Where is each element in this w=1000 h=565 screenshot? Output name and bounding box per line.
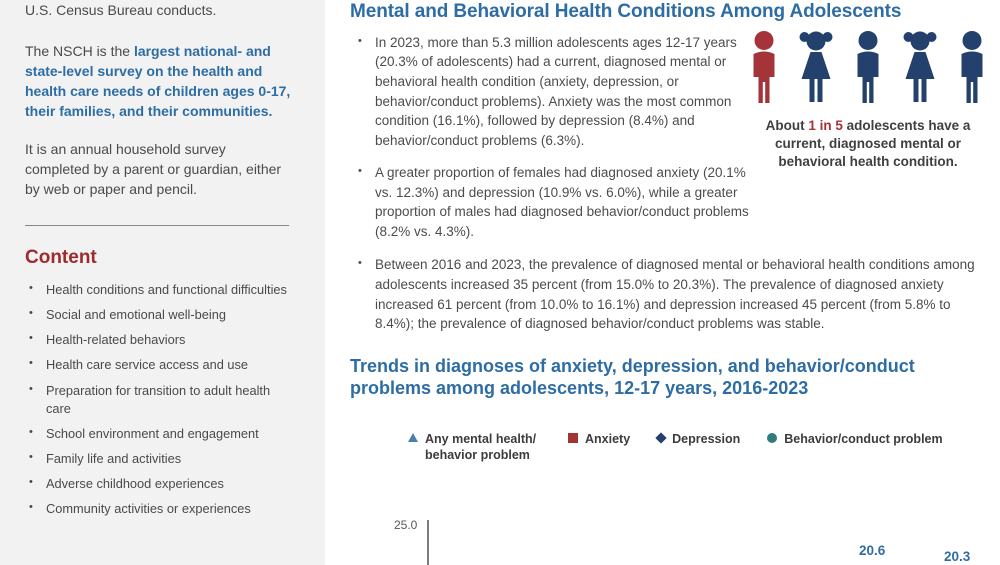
finding-bullet: • A greater proportion of females had diagnosed anxiety (20.1% vs. 12.3%) and depression (10.9% vs. 6.0%), while a greater proportion of males had diagnosed behavior/conduct problems (8.2% vs. 4.3%). — [350, 163, 750, 241]
sidebar — [0, 0, 325, 565]
diamond-marker-icon — [655, 432, 666, 443]
list-item: • Adverse childhood experiences — [25, 475, 291, 493]
list-item: • Health care service access and use — [25, 356, 291, 374]
caption-prefix: About — [765, 118, 809, 133]
caption-suffix: adolescents have a current, diagnosed mental or behavioral health condition. — [774, 118, 971, 170]
finding-bullet: • Between 2016 and 2023, the prevalence of diagnosed mental or behavioral health conditions among adolescents increased 35 percent (from 15.0% to 20.3%). The prevalence of diagnosed anxiety increased 61 percent (from 10.0% to 16.1%) and depression increased 45 percent (from 5.8% to 8.4%); the prevalence of diagnosed behavior/conduct problems was stable. — [350, 255, 980, 333]
boy-icon — [950, 30, 994, 110]
page-title: Mental and Behavioral Health Conditions Among Adolescents — [350, 1, 902, 22]
list-item: • Health-related behaviors — [25, 331, 291, 349]
chart-legend — [408, 431, 1000, 464]
legend-item-depression — [657, 431, 740, 447]
key-findings-list-continued — [350, 255, 980, 333]
boy-icon — [846, 30, 890, 110]
legend-label: Behavior/conduct problem — [784, 432, 943, 447]
list-item: • Health conditions and functional difficulties — [25, 281, 291, 299]
content-list — [25, 281, 291, 519]
list-item: • Family life and activities — [25, 450, 291, 468]
finding-bullet: • In 2023, more than 5.3 million adolescents ages 12-17 years (20.3% of adolescents) had a current, diagnosed mental or behavioral health condition (anxiety, depression, or behavior/conduct problems). Anxiety was the most common condition (16.1%), followed by depression (8.4%) and behavior/conduct problems (6.3%). — [350, 33, 750, 150]
legend-label: Any mental health/ behavior problem — [425, 432, 537, 463]
nsch-bold-text: largest national- and state-level survey on the health and health care needs of children ages 0-17, their families, and their communities. — [25, 42, 291, 119]
y-axis-tick-label: 25.0 — [394, 518, 418, 532]
legend-item-behavior-conduct — [767, 431, 942, 447]
list-item: • Social and emotional well-being — [25, 306, 291, 324]
circle-marker-icon — [767, 433, 777, 443]
one-in-five-infographic — [740, 30, 996, 172]
list-item: • Community activities or experiences — [25, 500, 291, 518]
sidebar-intro-text: U.S. Census Bureau conducts. — [25, 2, 217, 18]
sidebar-nsch-paragraph — [25, 42, 291, 122]
list-item: • Preparation for transition to adult health care — [25, 382, 291, 418]
data-point-label: 20.6 — [859, 543, 886, 558]
sidebar-annual-paragraph: It is an annual household survey completed by a parent or guardian, either by web or paper and pencil. — [25, 141, 282, 198]
girl-icon — [898, 30, 942, 110]
list-item: • School environment and engagement — [25, 425, 291, 443]
trend-chart — [325, 505, 1000, 565]
content-section-title: Content — [25, 247, 97, 268]
key-findings-list — [350, 33, 750, 242]
person-icons-row — [740, 30, 996, 110]
nsch-lead-text: The NSCH is the — [25, 42, 134, 59]
legend-item-any-mental-health — [408, 431, 541, 464]
chart-title: Trends in diagnoses of anxiety, depression, and behavior/conduct problems among adolescents, 12-17 years, 2016-2023 — [350, 355, 915, 399]
boy-icon — [742, 30, 786, 110]
data-point-label: 20.3 — [944, 549, 971, 564]
y-axis-line — [427, 520, 429, 565]
sidebar-divider — [25, 225, 289, 226]
legend-label: Depression — [672, 432, 741, 447]
caption-highlight: 1 in 5 — [808, 118, 843, 133]
triangle-marker-icon — [408, 433, 418, 442]
square-marker-icon — [568, 433, 578, 443]
girl-icon — [794, 30, 838, 110]
infographic-caption — [740, 117, 996, 172]
legend-label: Anxiety — [585, 432, 631, 447]
main-content — [325, 0, 1000, 565]
legend-item-anxiety — [568, 431, 630, 447]
